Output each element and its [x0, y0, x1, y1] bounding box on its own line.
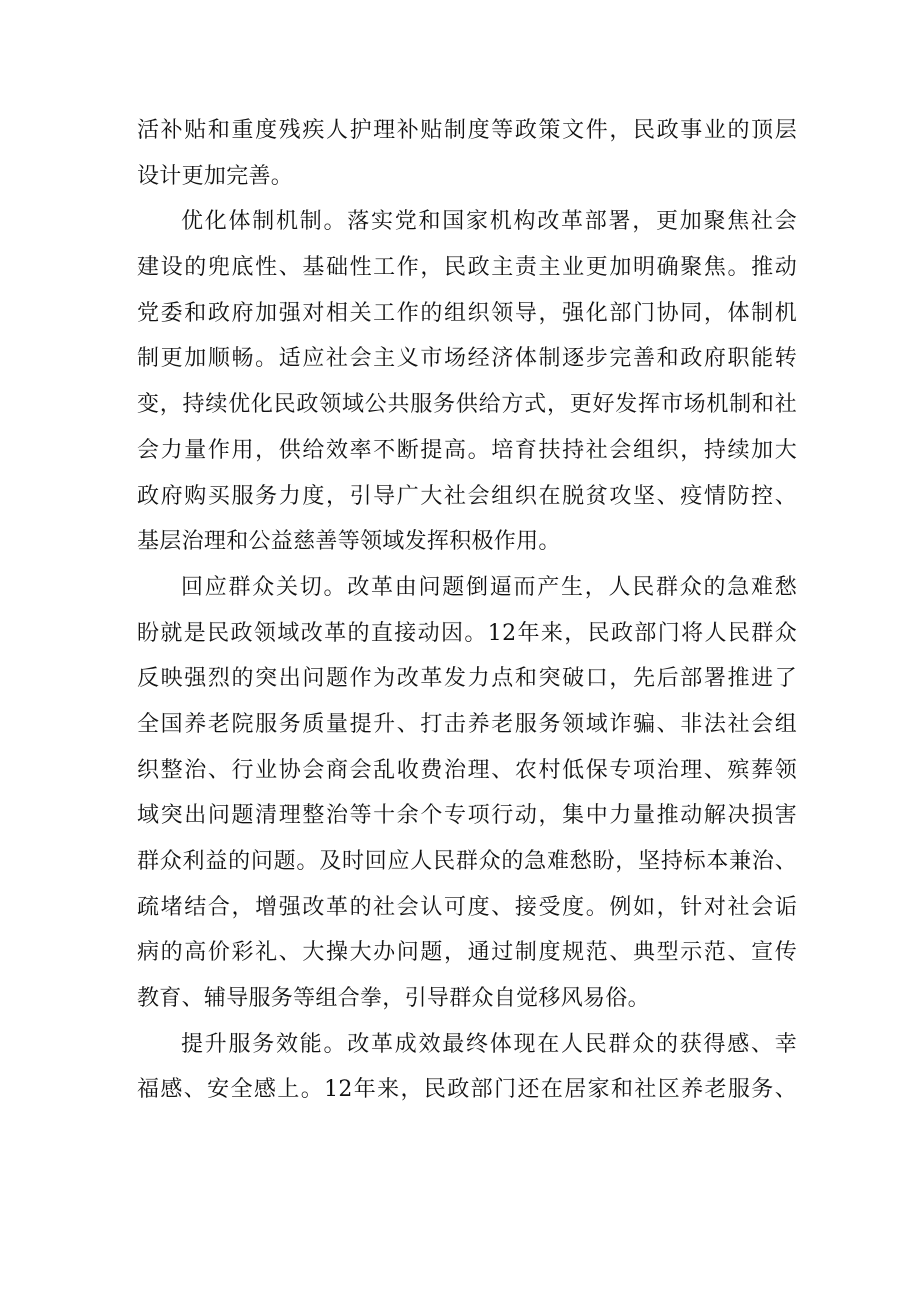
text-line: 全国养老院服务质量提升、打击养老服务领域诈骗、非法社会组 — [137, 711, 797, 737]
text-line: 织整治、行业协会商会乱收费治理、农村低保专项治理、殡葬领 — [137, 757, 797, 783]
text-line: 政府购买服务力度，引导广大社会组织在脱贫攻坚、疫情防控、 — [137, 483, 797, 509]
text-line: 群众利益的问题。及时回应人民群众的急难愁盼，坚持标本兼治、 — [137, 849, 797, 874]
paragraph-heading-line: 优化体制机制。落实党和国家机构改革部署，更加聚焦社会 — [181, 209, 797, 235]
text-line: 反映强烈的突出问题作为改革发力点和突破口，先后部署推进了 — [137, 666, 797, 692]
text-line: 制更加顺畅。适应社会主义市场经济体制逐步完善和政府职能转 — [137, 346, 797, 372]
text-line: 变，持续优化民政领域公共服务供给方式，更好发挥市场机制和社 — [137, 392, 797, 418]
text-line: 病的高价彩礼、大操大办问题，通过制度规范、典型示范、宣传 — [137, 940, 797, 966]
text-line: 域突出问题清理整治等十余个专项行动，集中力量推动解决损害 — [137, 803, 797, 829]
text-line: 党委和政府加强对相关工作的组织领导，强化部门协同，体制机 — [137, 300, 797, 326]
text-line: 疏堵结合，增强改革的社会认可度、接受度。例如，针对社会诟 — [137, 894, 797, 920]
document-page — [137, 108, 797, 1113]
text-line: 福感、安全感上。12年来，民政部门还在居家和社区养老服务、 — [137, 1077, 797, 1103]
paragraph-heading-line: 回应群众关切。改革由问题倒逼而产生，人民群众的急难愁 — [181, 574, 797, 600]
text-line: 教育、辅导服务等组合拳，引导群众自觉移风易俗。 — [137, 986, 650, 1012]
text-line: 建设的兜底性、基础性工作，民政主责主业更加明确聚焦。推动 — [137, 255, 797, 281]
text-line: 基层治理和公益慈善等领域发挥积极作用。 — [137, 529, 561, 555]
text-line: 会力量作用，供给效率不断提高。培育扶持社会组织，持续加大 — [137, 437, 797, 463]
text-line: 盼就是民政领域改革的直接动因。12年来，民政部门将人民群众 — [137, 620, 797, 646]
text-line: 设计更加完善。 — [137, 163, 294, 189]
text-line: 活补贴和重度残疾人护理补贴制度等政策文件，民政事业的顶层 — [137, 118, 797, 143]
paragraph-heading-line: 提升服务效能。改革成效最终体现在人民群众的获得感、幸 — [181, 1031, 797, 1057]
